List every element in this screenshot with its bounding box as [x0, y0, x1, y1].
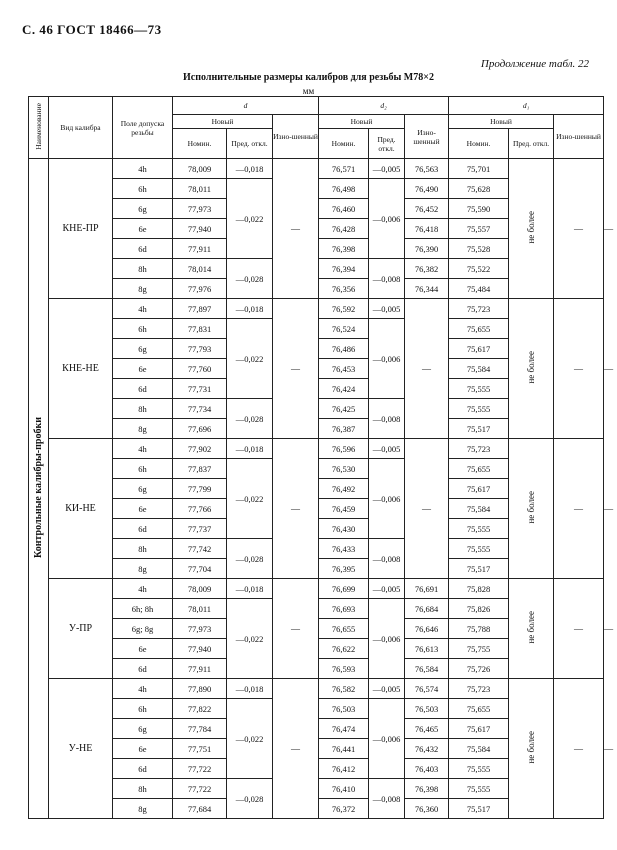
calibre-kind: КИ-НЕ [49, 439, 113, 579]
d2-worn: 76,344 [405, 279, 449, 299]
tolerance-field: 6g [113, 339, 173, 359]
ne-bolee-label: не более [526, 491, 537, 524]
d-nominal: 77,784 [173, 719, 227, 739]
d2-worn: 76,684 [405, 599, 449, 619]
d2-deviation: —0,008 [369, 779, 405, 819]
d2-nominal: 76,486 [319, 339, 369, 359]
d-deviation: —0,022 [227, 459, 273, 539]
d2-nominal: 76,424 [319, 379, 369, 399]
header-d1-new: Новый [449, 115, 554, 129]
d-worn-dash: — [273, 579, 319, 679]
d-nominal: 77,742 [173, 539, 227, 559]
d-nominal: 77,973 [173, 619, 227, 639]
tolerance-field: 6h [113, 319, 173, 339]
calibre-kind: У-ПР [49, 579, 113, 679]
d2-nominal: 76,453 [319, 359, 369, 379]
header-d-new: Новый [173, 115, 273, 129]
d-nominal: 77,799 [173, 479, 227, 499]
tolerance-field: 6e [113, 219, 173, 239]
tolerance-field: 8g [113, 799, 173, 819]
d-deviation: —0,028 [227, 539, 273, 579]
d1-nominal: 75,555 [449, 539, 509, 559]
d-nominal: 78,011 [173, 179, 227, 199]
header-d1: d₁ [449, 97, 604, 115]
d1-nominal: 75,726 [449, 659, 509, 679]
d2-nominal: 76,498 [319, 179, 369, 199]
tolerance-field: 4h [113, 679, 173, 699]
d2-nominal: 76,410 [319, 779, 369, 799]
d2-deviation: —0,005 [369, 159, 405, 179]
d1-nominal: 75,788 [449, 619, 509, 639]
d-worn-dash: — [273, 299, 319, 439]
d-nominal: 77,973 [173, 199, 227, 219]
d2-nominal: 76,459 [319, 499, 369, 519]
d2-deviation: —0,008 [369, 539, 405, 579]
d1-nominal: 75,517 [449, 559, 509, 579]
d1-nominal: 75,555 [449, 779, 509, 799]
d2-deviation: —0,008 [369, 399, 405, 439]
d1-nominal: 75,828 [449, 579, 509, 599]
ne-bolee-cell [509, 579, 554, 679]
d1-nominal: 75,522 [449, 259, 509, 279]
d1-deviation-dash: — [554, 439, 604, 579]
d2-nominal: 76,593 [319, 659, 369, 679]
d-nominal: 77,940 [173, 219, 227, 239]
d-nominal: 77,911 [173, 659, 227, 679]
d2-worn: 76,465 [405, 719, 449, 739]
tolerance-field: 8h [113, 399, 173, 419]
d-nominal: 77,831 [173, 319, 227, 339]
header-name: Наименование [29, 97, 49, 159]
header-d-pred: Пред. откл. [227, 129, 273, 159]
d1-nominal: 75,701 [449, 159, 509, 179]
d-nominal: 77,897 [173, 299, 227, 319]
d2-nominal: 76,430 [319, 519, 369, 539]
d2-nominal: 76,530 [319, 459, 369, 479]
d2-nominal: 76,596 [319, 439, 369, 459]
d2-nominal: 76,398 [319, 239, 369, 259]
d2-worn: 76,490 [405, 179, 449, 199]
d1-nominal: 75,617 [449, 339, 509, 359]
d1-nominal: 75,584 [449, 359, 509, 379]
d1-nominal: 75,826 [449, 599, 509, 619]
d-nominal: 78,014 [173, 259, 227, 279]
d2-nominal: 76,372 [319, 799, 369, 819]
tolerance-field: 6h [113, 459, 173, 479]
d-deviation: —0,018 [227, 439, 273, 459]
calibre-table [28, 96, 614, 819]
tolerance-field: 6g; 8g [113, 619, 173, 639]
page-header: С. 46 ГОСТ 18466—73 [22, 22, 162, 37]
d-nominal: 77,731 [173, 379, 227, 399]
d1-nominal: 75,517 [449, 419, 509, 439]
d1-nominal: 75,617 [449, 719, 509, 739]
d2-worn: 76,398 [405, 779, 449, 799]
d2-nominal: 76,395 [319, 559, 369, 579]
d-nominal: 77,760 [173, 359, 227, 379]
d2-nominal: 76,394 [319, 259, 369, 279]
tolerance-field: 6d [113, 519, 173, 539]
table-row: КНЕ-НЕ 4h 77,897 —0,018 — 76,592 —0,005 — 75,723 не более — — [29, 299, 604, 319]
tolerance-field: 8h [113, 259, 173, 279]
ne-bolee-label: не более [526, 211, 537, 244]
d2-worn: 76,360 [405, 799, 449, 819]
table-body [29, 159, 614, 819]
d2-nominal: 76,582 [319, 679, 369, 699]
d-deviation: —0,022 [227, 179, 273, 259]
d2-nominal: 76,699 [319, 579, 369, 599]
tolerance-field: 8h [113, 779, 173, 799]
unit-label: мм [302, 86, 315, 96]
d2-deviation: —0,006 [369, 179, 405, 259]
d1-nominal: 75,555 [449, 759, 509, 779]
d2-nominal: 76,387 [319, 419, 369, 439]
d-deviation: —0,022 [227, 319, 273, 399]
d-nominal: 77,890 [173, 679, 227, 699]
d2-nominal: 76,474 [319, 719, 369, 739]
tolerance-field: 6d [113, 759, 173, 779]
tolerance-field: 6d [113, 659, 173, 679]
d2-deviation: —0,006 [369, 459, 405, 539]
calibre-kind: КНЕ-НЕ [49, 299, 113, 439]
d2-worn: 76,452 [405, 199, 449, 219]
d1-nominal: 75,755 [449, 639, 509, 659]
d2-nominal: 76,356 [319, 279, 369, 299]
d1-nominal: 75,628 [449, 179, 509, 199]
d-deviation: —0,028 [227, 259, 273, 299]
tolerance-field: 8g [113, 279, 173, 299]
d2-nominal: 76,433 [319, 539, 369, 559]
d-nominal: 77,722 [173, 759, 227, 779]
d-deviation: —0,018 [227, 299, 273, 319]
d-nominal: 78,011 [173, 599, 227, 619]
d2-nominal: 76,524 [319, 319, 369, 339]
d2-nominal: 76,425 [319, 399, 369, 419]
control-label-cell [29, 159, 49, 819]
d2-deviation: —0,005 [369, 299, 405, 319]
d2-nominal: 76,460 [319, 199, 369, 219]
continuation-label: Продолжение табл. 22 [480, 58, 589, 70]
d1-nominal: 75,584 [449, 499, 509, 519]
d1-nominal: 75,584 [449, 739, 509, 759]
d1-deviation-dash: — [554, 159, 604, 299]
d1-nominal: 75,555 [449, 399, 509, 419]
d2-worn: 76,418 [405, 219, 449, 239]
d-nominal: 77,722 [173, 779, 227, 799]
table-row: У-НЕ 4h 77,890 —0,018 — 76,582 —0,005 76,574 75,723 не более — — [29, 679, 604, 699]
d-nominal: 78,009 [173, 579, 227, 599]
d2-worn: 76,432 [405, 739, 449, 759]
d-deviation: —0,028 [227, 779, 273, 819]
tolerance-field: 6e [113, 739, 173, 759]
d2-worn-dash: — [405, 439, 449, 579]
tolerance-field: 6e [113, 639, 173, 659]
d2-worn: 76,584 [405, 659, 449, 679]
d2-worn: 76,646 [405, 619, 449, 639]
d2-worn: 76,613 [405, 639, 449, 659]
d-deviation: —0,022 [227, 599, 273, 679]
d2-worn: 76,563 [405, 159, 449, 179]
header-d2-new: Новый [319, 115, 405, 129]
ne-bolee-label: не более [526, 351, 537, 384]
tolerance-field: 6d [113, 239, 173, 259]
d-nominal: 77,793 [173, 339, 227, 359]
tolerance-field: 6e [113, 499, 173, 519]
d1-nominal: 75,655 [449, 699, 509, 719]
d1-nominal: 75,723 [449, 679, 509, 699]
header-kind: Вид калибра [49, 97, 113, 159]
ne-bolee-cell [509, 299, 554, 439]
d2-nominal: 76,592 [319, 299, 369, 319]
header-d1-nom: Номин. [449, 129, 509, 159]
d2-deviation: —0,006 [369, 599, 405, 679]
d-deviation: —0,018 [227, 159, 273, 179]
header-d2-pred: Пред. откл. [369, 129, 405, 159]
ne-bolee-label: не более [526, 611, 537, 644]
ne-bolee-label: не более [526, 731, 537, 764]
d-nominal: 77,704 [173, 559, 227, 579]
d1-nominal: 75,557 [449, 219, 509, 239]
d2-worn: 76,403 [405, 759, 449, 779]
d2-worn-dash: — [405, 299, 449, 439]
tolerance-field: 6d [113, 379, 173, 399]
d-nominal: 77,751 [173, 739, 227, 759]
d2-deviation: —0,005 [369, 439, 405, 459]
header-tolerance: Поле допуска резьбы [113, 97, 173, 159]
ne-bolee-cell [509, 439, 554, 579]
table-title: Исполнительные размеры калибров для резьбы М78×2 [183, 72, 434, 83]
d2-worn: 76,691 [405, 579, 449, 599]
d-nominal: 77,684 [173, 799, 227, 819]
d-nominal: 77,766 [173, 499, 227, 519]
d1-deviation-dash: — [554, 679, 604, 819]
d1-nominal: 75,723 [449, 299, 509, 319]
d1-nominal: 75,555 [449, 519, 509, 539]
d2-deviation: —0,005 [369, 679, 405, 699]
d1-nominal: 75,655 [449, 319, 509, 339]
ne-bolee-cell [509, 159, 554, 299]
d-nominal: 77,822 [173, 699, 227, 719]
d2-worn: 76,382 [405, 259, 449, 279]
d-deviation: —0,018 [227, 679, 273, 699]
d1-deviation-dash: — [554, 579, 604, 679]
d-nominal: 77,940 [173, 639, 227, 659]
d2-nominal: 76,622 [319, 639, 369, 659]
tolerance-field: 6g [113, 199, 173, 219]
d1-nominal: 75,655 [449, 459, 509, 479]
calibre-kind: У-НЕ [49, 679, 113, 819]
header-d-nom: Номин. [173, 129, 227, 159]
d-worn-dash: — [273, 439, 319, 579]
d-worn-dash: — [273, 679, 319, 819]
tolerance-field: 6g [113, 719, 173, 739]
header-d2: d₂ [319, 97, 449, 115]
d2-nominal: 76,441 [319, 739, 369, 759]
header-d1-worn: Изно-шенный [554, 115, 604, 159]
table-row: КИ-НЕ 4h 77,902 —0,018 — 76,596 —0,005 — 75,723 не более — — [29, 439, 604, 459]
ne-bolee-cell [509, 679, 554, 819]
d2-deviation: —0,006 [369, 319, 405, 399]
calibre-kind: КНЕ-ПР [49, 159, 113, 299]
d-nominal: 77,911 [173, 239, 227, 259]
d-nominal: 78,009 [173, 159, 227, 179]
d2-deviation: —0,006 [369, 699, 405, 779]
control-label: Контрольные калибры-пробки [33, 416, 44, 558]
d2-nominal: 76,571 [319, 159, 369, 179]
d2-deviation: —0,008 [369, 259, 405, 299]
header-d2-worn: Изно-шенный [405, 115, 449, 159]
table-row: У-ПР 4h 78,009 —0,018 — 76,699 —0,005 76,691 75,828 не более — — [29, 579, 604, 599]
tolerance-field: 4h [113, 439, 173, 459]
d1-deviation-dash: — [554, 299, 604, 439]
header-d-worn: Изно-шенный [273, 115, 319, 159]
table-row: Контрольные калибры-пробки КНЕ-ПР 4h 78,009 —0,018 — 76,571 —0,005 76,563 75,701 не более — — [29, 159, 604, 179]
tolerance-field: 8g [113, 419, 173, 439]
tolerance-field: 4h [113, 579, 173, 599]
d2-nominal: 76,428 [319, 219, 369, 239]
d-deviation: —0,022 [227, 699, 273, 779]
d-nominal: 77,976 [173, 279, 227, 299]
tolerance-field: 6e [113, 359, 173, 379]
d-deviation: —0,028 [227, 399, 273, 439]
tolerance-field: 8g [113, 559, 173, 579]
tolerance-field: 6h [113, 699, 173, 719]
d1-nominal: 75,528 [449, 239, 509, 259]
d-nominal: 77,902 [173, 439, 227, 459]
d2-nominal: 76,412 [319, 759, 369, 779]
d2-nominal: 76,503 [319, 699, 369, 719]
d-worn-dash: — [273, 159, 319, 299]
d1-nominal: 75,555 [449, 379, 509, 399]
tolerance-field: 6h [113, 179, 173, 199]
tolerance-field: 4h [113, 299, 173, 319]
d1-nominal: 75,617 [449, 479, 509, 499]
tolerance-field: 6g [113, 479, 173, 499]
d-deviation: —0,018 [227, 579, 273, 599]
header-d: d [173, 97, 319, 115]
header-d2-nom: Номин. [319, 129, 369, 159]
tolerance-field: 6h; 8h [113, 599, 173, 619]
d2-worn: 76,574 [405, 679, 449, 699]
d1-nominal: 75,590 [449, 199, 509, 219]
d1-nominal: 75,484 [449, 279, 509, 299]
d1-nominal: 75,517 [449, 799, 509, 819]
d2-deviation: —0,005 [369, 579, 405, 599]
d-nominal: 77,696 [173, 419, 227, 439]
d2-nominal: 76,693 [319, 599, 369, 619]
tolerance-field: 8h [113, 539, 173, 559]
d2-nominal: 76,655 [319, 619, 369, 639]
d1-nominal: 75,723 [449, 439, 509, 459]
d2-worn: 76,390 [405, 239, 449, 259]
d2-worn: 76,503 [405, 699, 449, 719]
header-d1-pred: Пред. откл. [509, 129, 554, 159]
tolerance-field: 4h [113, 159, 173, 179]
d-nominal: 77,737 [173, 519, 227, 539]
d2-nominal: 76,492 [319, 479, 369, 499]
d-nominal: 77,734 [173, 399, 227, 419]
d-nominal: 77,837 [173, 459, 227, 479]
